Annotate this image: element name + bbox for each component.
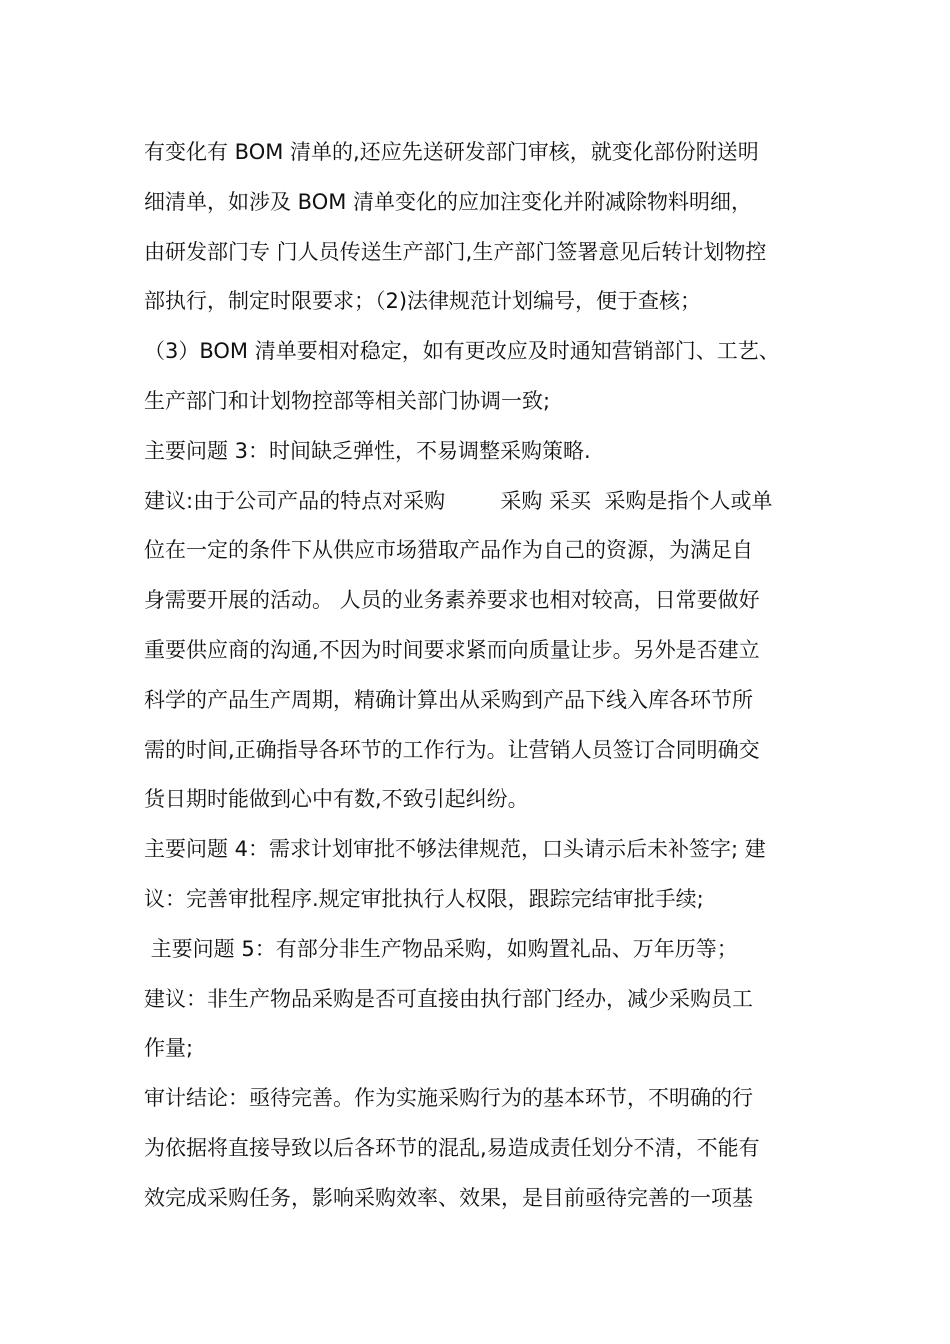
body-text bbox=[144, 128, 824, 1224]
text-line: 有变化有 BOM 清单的,还应先送研发部门审核，就变化部份附送明 bbox=[144, 140, 759, 164]
text-line: 为依据将直接导致以后各环节的混乱,易造成责任划分不清，不能有 bbox=[144, 1135, 760, 1160]
text-line: 主要问题 3：时间缺乏弹性，不易调整采购策略. bbox=[144, 438, 591, 463]
text-line: 细清单，如涉及 BOM 清单变化的应加注变化并附减除物料明细， bbox=[144, 189, 753, 214]
text-line: 效完成采购任务，影响采购效率、效果，是目前亟待完善的一项基 bbox=[144, 1185, 753, 1210]
text-line: 货日期时能做到心中有数,不致引起纠纷。 bbox=[144, 787, 529, 812]
text-line: 需的时间,正确指导各环节的工作行为。让营销人员签订合同明确交 bbox=[144, 737, 760, 762]
text-line: 主要问题 5：有部分非生产物品采购，如购置礼品、万年历等； bbox=[144, 936, 738, 961]
text-line: 建议:由于公司产品的特点对采购 采购 采买 采购是指个人或单 bbox=[144, 488, 773, 513]
text-line: 议：完善审批程序.规定审批执行人权限，跟踪完结审批手续; bbox=[144, 886, 704, 911]
text-line: 重要供应商的沟通,不因为时间要求紧而向质量让步。另外是否建立 bbox=[144, 637, 760, 662]
text-line: 作量; bbox=[144, 1036, 194, 1061]
text-line: 审计结论：亟待完善。作为实施采购行为的基本环节，不明确的行 bbox=[144, 1086, 753, 1111]
text-line: 部执行，制定时限要求；（2)法律规范计划编号，便于查核； bbox=[144, 289, 702, 314]
text-line: 身需要开展的活动。 人员的业务素养要求也相对较高，日常要做好 bbox=[144, 588, 760, 613]
text-line: 主要问题 4：需求计划审批不够法律规范，口头请示后未补签字; 建 bbox=[144, 837, 766, 862]
text-line: 生产部门和计划物控部等相关部门协调一致; bbox=[144, 388, 551, 413]
text-line: 由研发部门专 门人员传送生产部门,生产部门签署意见后转计划物控 bbox=[144, 239, 767, 264]
text-line: 位在一定的条件下从供应市场猎取产品作为自己的资源，为满足自 bbox=[144, 538, 753, 563]
text-line: （3）BOM 清单要相对稳定，如有更改应及时通知营销部门、工艺、 bbox=[144, 339, 780, 364]
text-line: 科学的产品生产周期，精确计算出从采购到产品下线入库各环节所 bbox=[144, 687, 753, 712]
text-line: 建议：非生产物品采购是否可直接由执行部门经办，减少采购员工 bbox=[144, 986, 753, 1011]
